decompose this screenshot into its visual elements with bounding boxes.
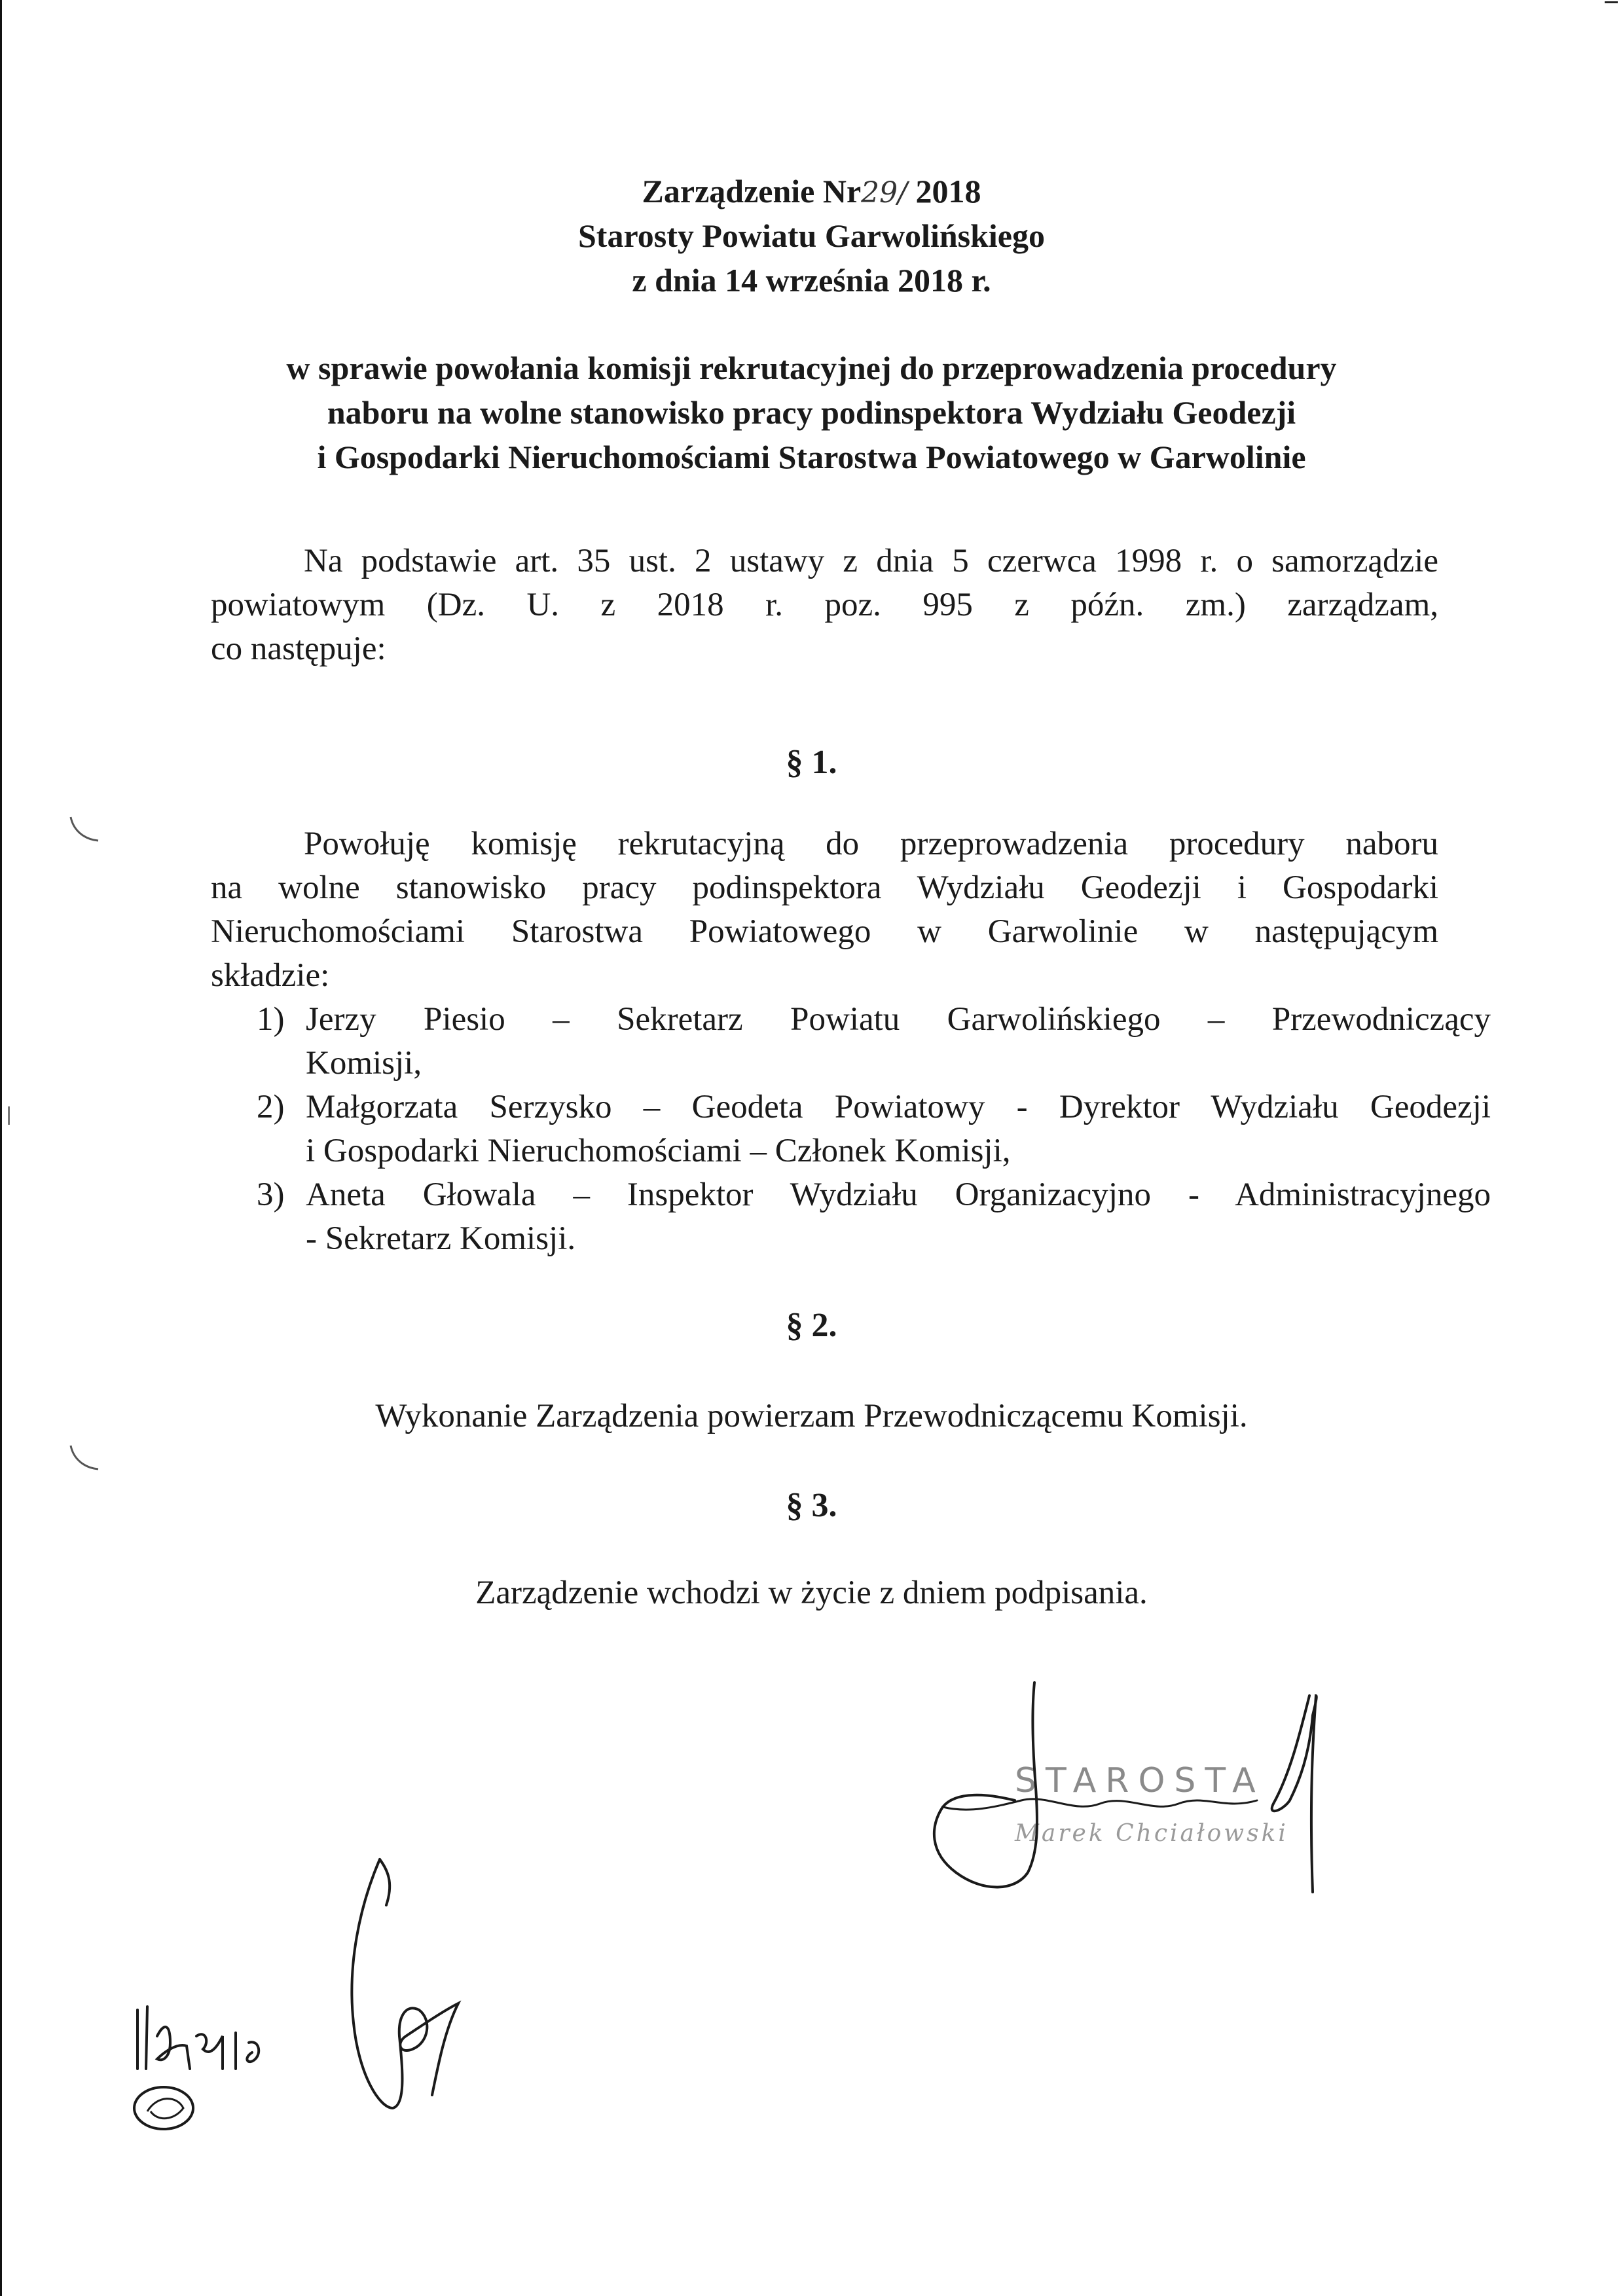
document-issuer: Starosty Powiatu Garwolińskiego [578, 217, 1045, 254]
title-suffix: 2018 [907, 173, 981, 210]
scan-edge [0, 0, 2, 2296]
section-1-line-4: składzie: [211, 957, 330, 994]
subject-line-3: i Gospodarki Nieruchomościami Starostwa Powiatowego w Garwolinie [317, 439, 1306, 475]
scan-mark [1605, 1, 1618, 3]
document-title [0, 169, 1623, 215]
preamble-line-1-text: Na podstawie art. 35 ust. 2 ustawy z dnia 5 czerwca 1998 r. o samorządzie [304, 543, 1438, 579]
member-item-3 [257, 1173, 1491, 1261]
subject-line-2: naboru na wolne stanowisko pracy podinspektora Wydziału Geodezji [327, 394, 1296, 431]
member-2-line-2: i Gospodarki Nieruchomościami – Członek Komisji, [306, 1133, 1011, 1169]
preamble-line-2: powiatowym (Dz. U. z 2018 r. poz. 995 z późn. zm.) zarządzam, [211, 587, 1438, 623]
member-1-line-1: Jerzy Piesio – Sekretarz Powiatu Garwolińskiego – Przewodniczący [306, 1001, 1491, 1038]
document-date: z dnia 14 września 2018 r. [632, 262, 991, 299]
member-3-number: 3) [257, 1176, 285, 1213]
title-number-handwritten: 29/ [861, 176, 907, 210]
section-1-line-1 [211, 822, 1438, 866]
member-1-number: 1) [257, 1001, 285, 1038]
section-1-line-3: Nieruchomościami Starostwa Powiatowego w Garwolinie w następującym [211, 913, 1438, 950]
initials-handwritten [124, 1997, 295, 2141]
preamble-line-1 [211, 539, 1438, 583]
member-1-line-2: Komisji, [306, 1045, 422, 1082]
subject-line-1: w sprawie powołania komisji rekrutacyjnej do przeprowadzenia procedury [286, 350, 1337, 386]
section-1-line-2: na wolne stanowisko pracy podinspektora Wydziału Geodezji i Gospodarki [211, 869, 1438, 906]
section-1-heading: § 1. [786, 744, 837, 781]
member-item-1 [257, 998, 1491, 1085]
section-3-text: Zarządzenie wchodzi w życie z dniem podpisania. [475, 1575, 1148, 1611]
member-item-2 [257, 1085, 1491, 1173]
margin-mark-lower [65, 1440, 105, 1480]
section-2-text: Wykonanie Zarządzenia powierzam Przewodniczącemu Komisji. [375, 1398, 1248, 1434]
section-2-heading: § 2. [786, 1307, 837, 1344]
margin-tick [8, 1106, 10, 1125]
member-3-line-1: Aneta Głowala – Inspektor Wydziału Organizacyjno - Administracyjnego [306, 1176, 1491, 1213]
title-prefix: Zarządzenie Nr [642, 173, 862, 210]
member-2-line-1: Małgorzata Serzysko – Geodeta Powiatowy - Dyrektor Wydziału Geodezji [306, 1089, 1491, 1125]
section-1-line-1-text: Powołuję komisję rekrutacyjną do przeprowadzenia procedury naboru [304, 826, 1438, 862]
member-2-number: 2) [257, 1089, 285, 1125]
member-3-line-2: - Sekretarz Komisji. [306, 1220, 576, 1257]
stamp-title: STAROSTA [1015, 1761, 1265, 1800]
starosta-signature [917, 1676, 1375, 1912]
margin-mark-upper [65, 812, 105, 851]
chair-signature [334, 1846, 478, 2121]
preamble-line-3: co następuje: [211, 630, 386, 667]
stamp-name: Marek Chciałowski [1015, 1820, 1288, 1847]
section-3-heading: § 3. [786, 1487, 837, 1524]
